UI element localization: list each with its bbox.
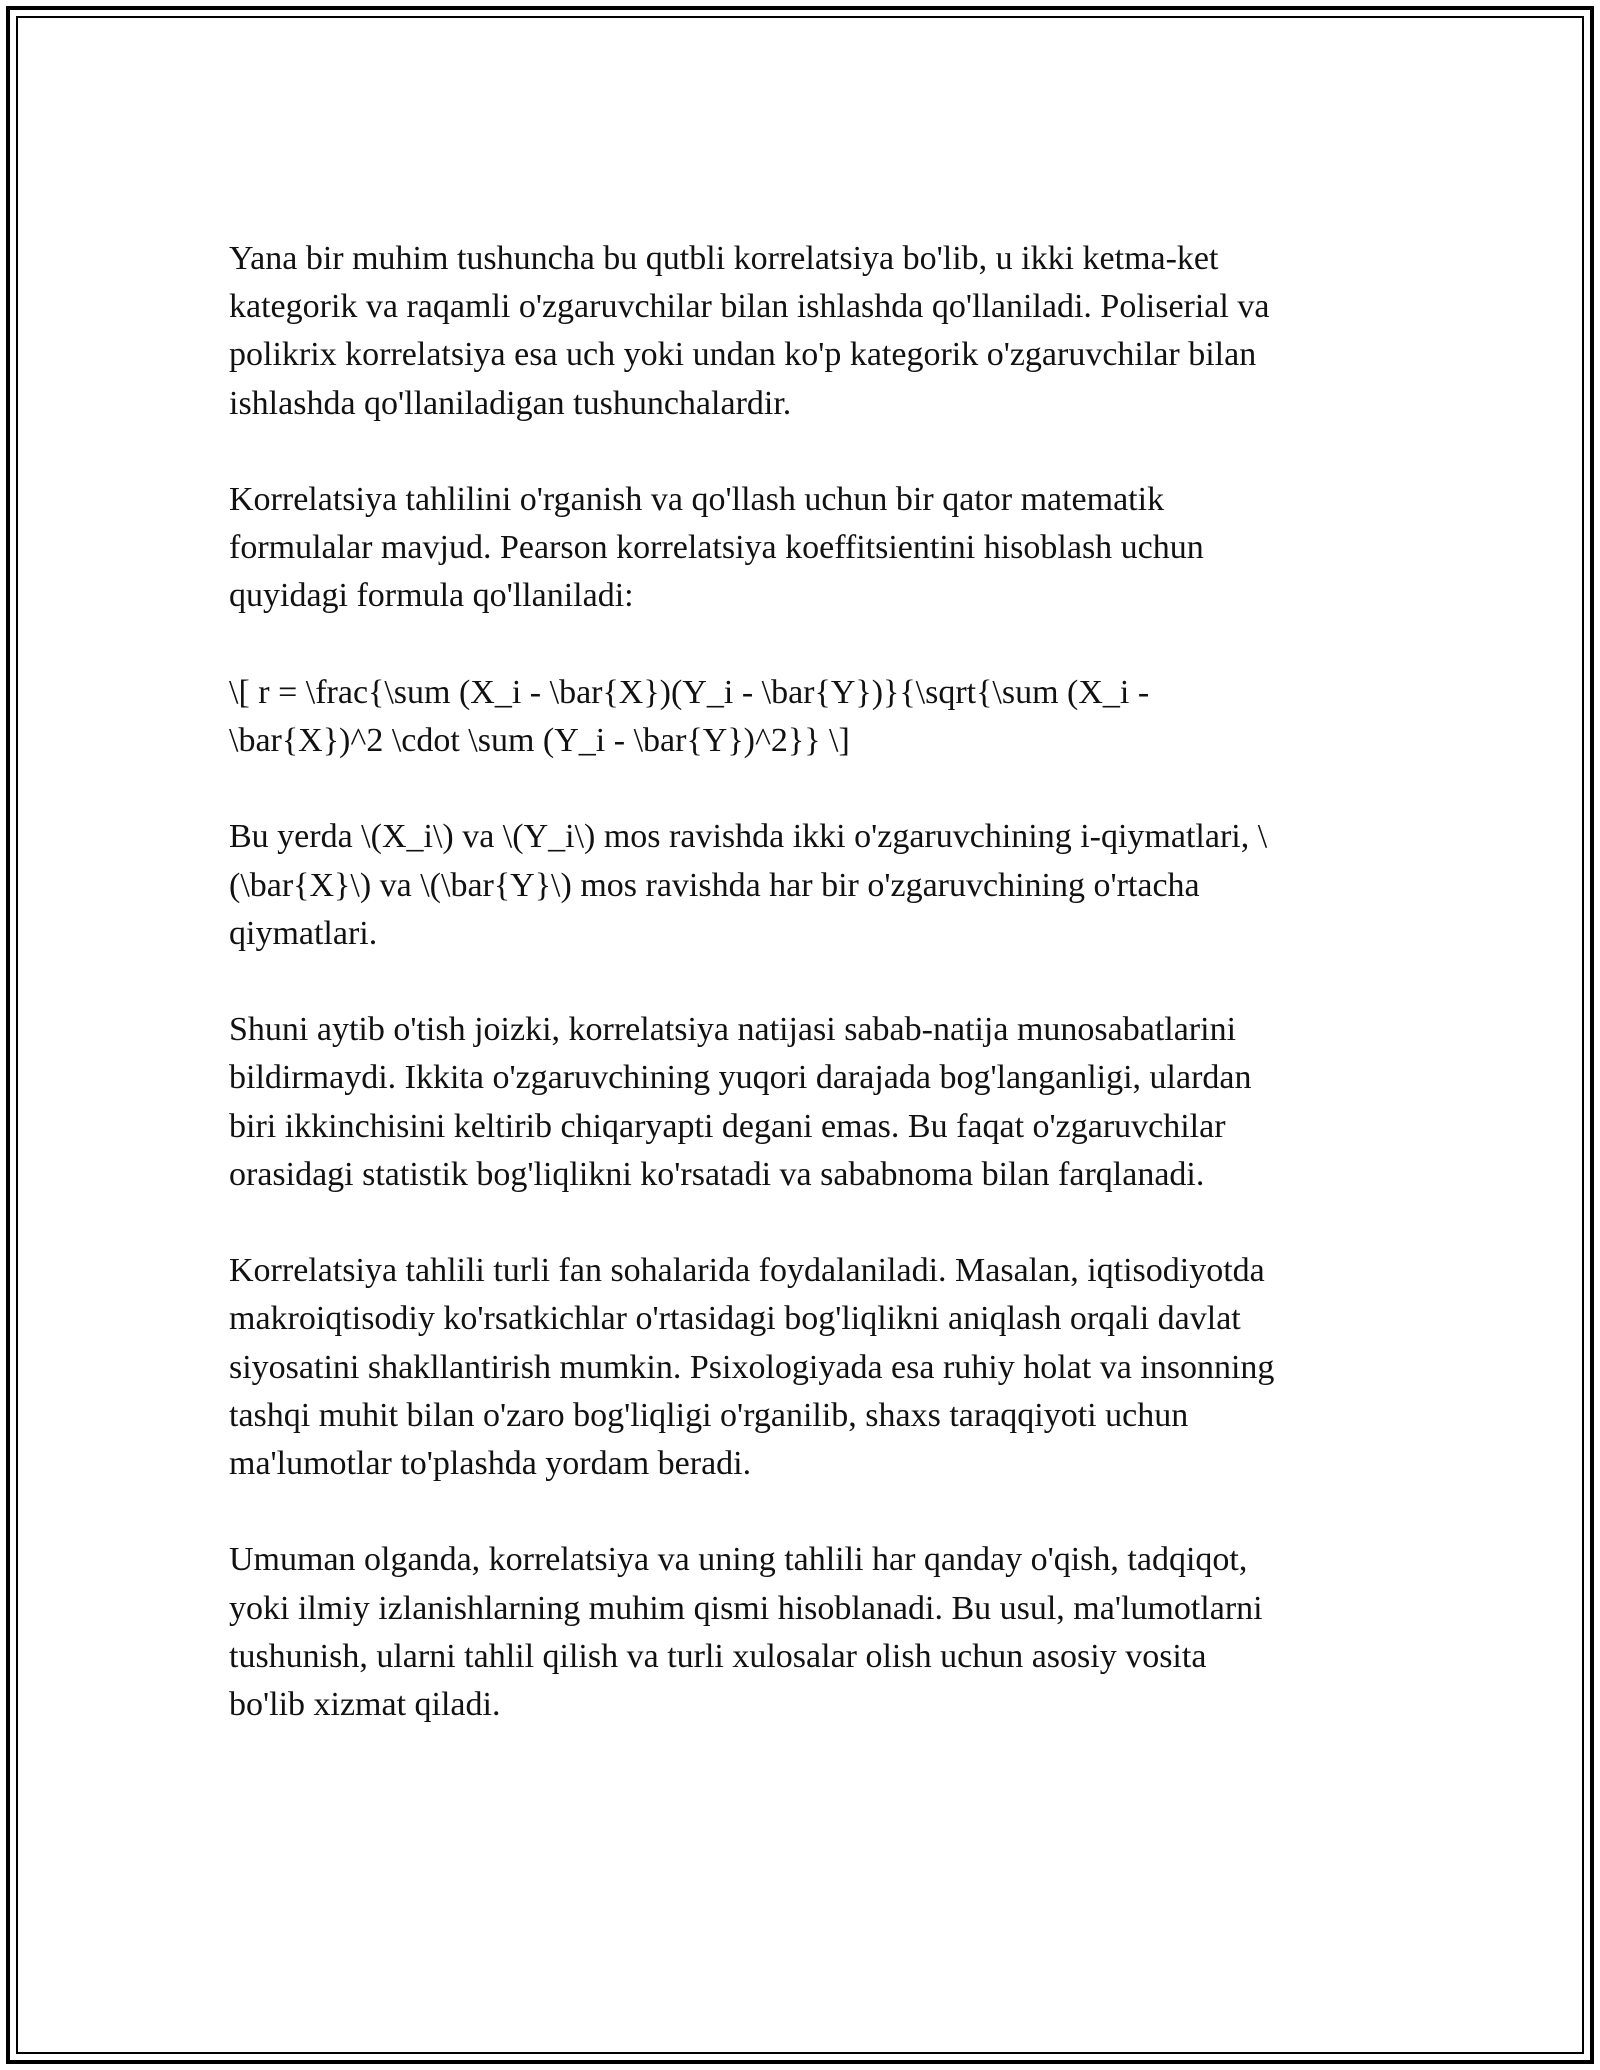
text-line: Umuman olganda, korrelatsiya va uning tahlili har qanday o'qish, tadqiqot, — [229, 1541, 1248, 1579]
text-line: Shuni aytib o'tish joizki, korrelatsiya natijasi sabab-natija munosabatlarini — [229, 1011, 1237, 1049]
document-body — [229, 235, 1374, 1777]
text-line: biri ikkinchisini keltirib chiqaryapti degani emas. Bu faqat o'zgaruvchilar — [229, 1107, 1226, 1145]
text-line: ma'lumotlar to'plashda yordam beradi. — [229, 1445, 752, 1482]
text-line: makroiqtisodiy ko'rsatkichlar o'rtasidagi bog'liqlikni aniqlash orqali davlat — [229, 1300, 1241, 1338]
text-line: bildirmaydi. Ikkita o'zgaruvchining yuqori darajada bog'langanligi, ulardan — [229, 1059, 1252, 1097]
text-line: siyosatini shakllantirish mumkin. Psixologiyada esa ruhiy holat va insonning — [229, 1348, 1275, 1386]
paragraph-4 — [229, 813, 1374, 958]
formula-line: \[ r = \frac{\sum (X_i - \bar{X})(Y_i - \bar{Y})}{\sqrt{\sum (X_i - — [229, 673, 1150, 711]
text-line: kategorik va raqamli o'zgaruvchilar bilan ishlashda qo'llaniladi. Poliserial va — [229, 288, 1270, 326]
text-line: bo'lib xizmat qiladi. — [229, 1686, 501, 1723]
text-line: yoki ilmiy izlanishlarning muhim qismi hisoblanadi. Bu usul, ma'lumotlarni — [229, 1589, 1263, 1627]
paragraph-5 — [229, 1006, 1374, 1199]
text-line: tushunish, ularni tahlil qilish va turli xulosalar olish uchun asosiy vosita — [229, 1637, 1207, 1675]
text-line: (\bar{X}\) va \(\bar{Y}\) mos ravishda har bir o'zgaruvchining o'rtacha — [229, 866, 1200, 904]
paragraph-2 — [229, 476, 1374, 621]
text-line: polikrix korrelatsiya esa uch yoki undan ko'p kategorik o'zgaruvchilar bilan — [229, 336, 1257, 374]
paragraph-1 — [229, 235, 1374, 428]
formula-line: \bar{X})^2 \cdot \sum (Y_i - \bar{Y})^2}} \] — [229, 722, 850, 759]
text-line: Korrelatsiya tahlilini o'rganish va qo'llash uchun bir qator matematik — [229, 481, 1165, 518]
text-line: Yana bir muhim tushuncha bu qutbli korrelatsiya bo'lib, u ikki ketma-ket — [229, 240, 1219, 277]
text-line: Korrelatsiya tahlili turli fan sohalarida foydalaniladi. Masalan, iqtisodiyotda — [229, 1252, 1265, 1290]
text-line: quyidagi formula qo'llaniladi: — [229, 577, 634, 615]
text-line: Bu yerda \(X_i\) va \(Y_i\) mos ravishda ikki o'zgaruvchining i-qiymatlari, \ — [229, 818, 1268, 856]
paragraph-7 — [229, 1536, 1374, 1729]
formula-paragraph — [229, 669, 1374, 765]
text-line: orasidagi statistik bog'liqlikni ko'rsatadi va sababnoma bilan farqlanadi. — [229, 1155, 1205, 1193]
text-line: ishlashda qo'llaniladigan tushunchalardir. — [229, 384, 792, 422]
paragraph-6 — [229, 1247, 1374, 1488]
text-line: qiymatlari. — [229, 914, 378, 952]
text-line: tashqi muhit bilan o'zaro bog'liqligi o'rganilib, shaxs taraqqiyoti uchun — [229, 1396, 1189, 1434]
text-line: formulalar mavjud. Pearson korrelatsiya koeffitsientini hisoblash uchun — [229, 529, 1204, 567]
